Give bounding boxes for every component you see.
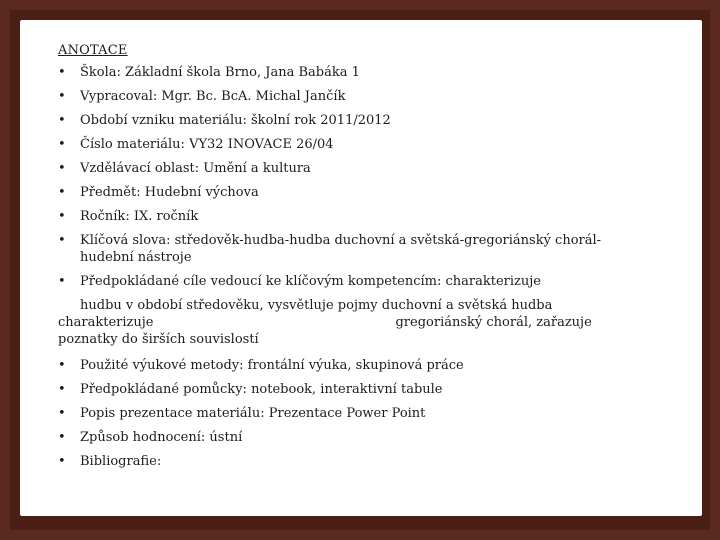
list-item: • Způsob hodnocení: ústní: [58, 429, 618, 446]
info-list: [58, 64, 618, 290]
list-item: • Škola: Základní škola Brno, Jana Babáka 1: [58, 64, 618, 81]
list-item-competencies: • Předpokládané cíle vedoucí ke klíčovým kompetencím: charakterizuje: [58, 273, 618, 290]
list-item: • Použité výukové metody: frontální výuka, skupinová práce: [58, 357, 618, 374]
info-list-2: [58, 357, 618, 470]
competencies-line2: hudbu v období středověku, vysvětluje pojmy duchovní a světská hudba: [80, 298, 553, 313]
list-item: • Období vzniku materiálu: školní rok 2011/2012: [58, 112, 618, 129]
heading: ANOTACE: [58, 43, 128, 58]
list-item: • Vypracoval: Mgr. Bc. BcA. Michal Jančík: [58, 88, 618, 105]
list-item: • Ročník: IX. ročník: [58, 208, 618, 225]
annotation-content: [58, 43, 618, 477]
list-item: • Popis prezentace materiálu: Prezentace Power Point: [58, 405, 618, 422]
competencies-line3: charakterizuje gregoriánský chorál, zařazuje: [58, 315, 592, 330]
competencies-line4: poznatky do širších souvislostí: [58, 332, 259, 347]
list-item: • Předpokládané pomůcky: notebook, interaktivní tabule: [58, 381, 618, 398]
list-item: • Klíčová slova: středověk-hudba-hudba duchovní a světská-gregoriánský chorál-hudební nástroje: [58, 232, 618, 266]
list-item: • Bibliografie:: [58, 453, 618, 470]
list-item: • Číslo materiálu: VY32 INOVACE 26/04: [58, 136, 618, 153]
list-item: • Vzdělávací oblast: Umění a kultura: [58, 160, 618, 177]
list-item: • Předmět: Hudební výchova: [58, 184, 618, 201]
slide: [20, 20, 702, 516]
